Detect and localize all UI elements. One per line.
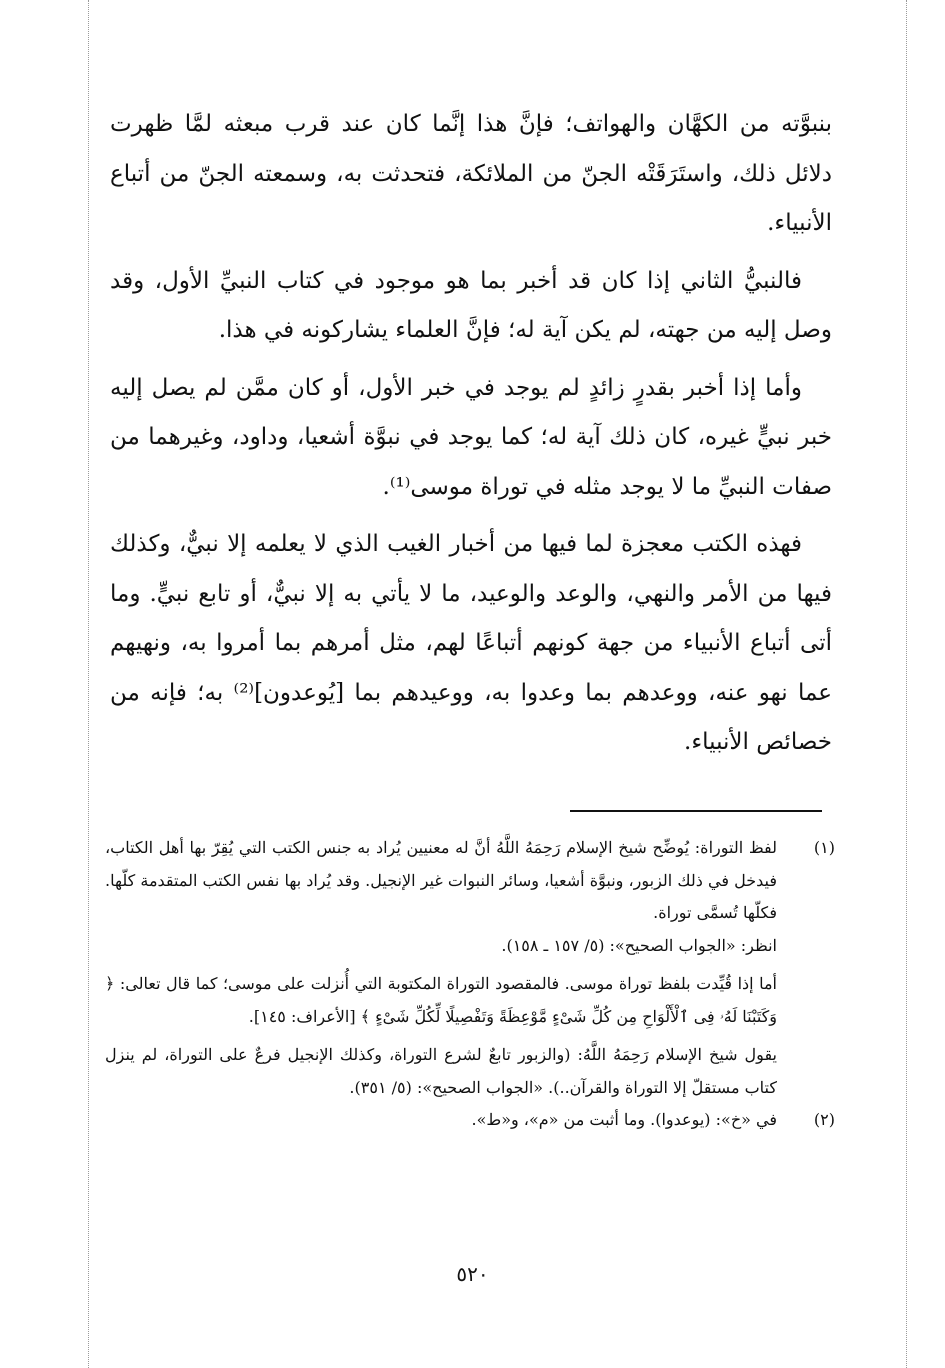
right-margin-dotted-line — [906, 0, 907, 1368]
footnote-marker: (٢) — [813, 1110, 835, 1129]
footnote-line: لفظ التوراة: يُوضِّح شيخ الإسلام رَحِمَهُ اللَّهُ أنَّ له معنيين يُراد به جنس الكتب التي يُقِرّ بها أهل الكتاب، فيدخل في ذلك الزبور، ونبوَّة أشعيا، وسائر النبوات غير الإنجيل. وقد يُراد بها نفس الكتب المتقدمة كلّها. فكلّها تُسمَّى توراة. — [105, 838, 777, 922]
paragraph: فهذه الكتب معجزة لما فيها من أخبار الغيب الذي لا يعلمه إلا نبيٌّ، وكذلك فيها من الأمر والنهي، والوعد والوعيد، ما لا يأتي به إلا نبيٌّ، أو تابع نبيٍّ. وما أتى أتباع الأنبياء من جهة كونهم أتباعًا لهم، مثل أمرهم بما أمروا به، ونهيهم عما نهو عنه، ووعدهم بما وعدوا به، ووعيدهم بما [يُوعدون]⁽²⁾ به؛ فإنه من خصائص الأنبياء. — [110, 531, 832, 755]
footnotes — [105, 832, 835, 1137]
footnote-1 — [105, 832, 835, 1104]
paragraph: فالنبيُّ الثاني إذا كان قد أخبر بما هو موجود في كتاب النبيِّ الأول، وقد وصل إليه من جهته، لم يكن آية له؛ فإنَّ العلماء يشاركونه في هذا. — [110, 267, 832, 343]
footnote-line: في «خ»: (يوعدوا). وما أثبت من «م»، و«ط». — [471, 1110, 777, 1129]
main-text — [110, 100, 832, 776]
footnote-line: يقول شيخ الإسلام رَحِمَهُ اللَّهُ: (والزبور تابعٌ لشرع التوراة، وكذلك الإنجيل فرعٌ على التوراة، لم ينزل كتاب مستقلّ إلا التوراة والقرآن..). «الجواب الصحيح»: (٥/ ٣٥١). — [105, 1045, 777, 1097]
footnote-line: أما إذا قُيِّدت بلفظ توراة موسى. فالمقصود التوراة المكتوبة التي أُنزلت على موسى؛ كما قال تعالى: ﴿ وَكَتَبْنَا لَهُۥ فِى ٱلْأَلْوَاحِ مِن كُلِّ شَىْءٍ مَّوْعِظَةً وَتَفْصِيلًا لِّكُلِّ شَىْءٍ ﴾ [الأعراف: ١٤٥]. — [105, 974, 777, 1026]
footnote-separator — [570, 810, 822, 812]
footnote-2 — [105, 1104, 835, 1137]
page-number: ٥٢٠ — [456, 1262, 489, 1286]
paragraph: وأما إذا أخبر بقدرٍ زائدٍ لم يوجد في خبر الأول، أو كان ممَّن لم يصل إليه خبر نبيٍّ غيره، كان ذلك آية له؛ كما يوجد في نبوَّة أشعيا، وداود، وغيرهما من صفات النبيِّ ما لا يوجد مثله في توراة موسى⁽¹⁾. — [110, 374, 832, 500]
footnote-line: انظر: «الجواب الصحيح»: (٥/ ١٥٧ ـ ١٥٨). — [501, 935, 777, 955]
paragraph: بنبوَّته من الكهَّان والهواتف؛ فإنَّ هذا إنَّما كان عند قرب مبعثه لمَّا ظهرت دلائل ذلك، واستَرَقَتْه الجنّ من الملائكة، فتحدثت به، وسمعته الجنّ من أتباع الأنبياء. — [110, 111, 832, 236]
left-margin-dotted-line — [88, 0, 89, 1368]
footnote-marker: (١) — [813, 838, 835, 857]
